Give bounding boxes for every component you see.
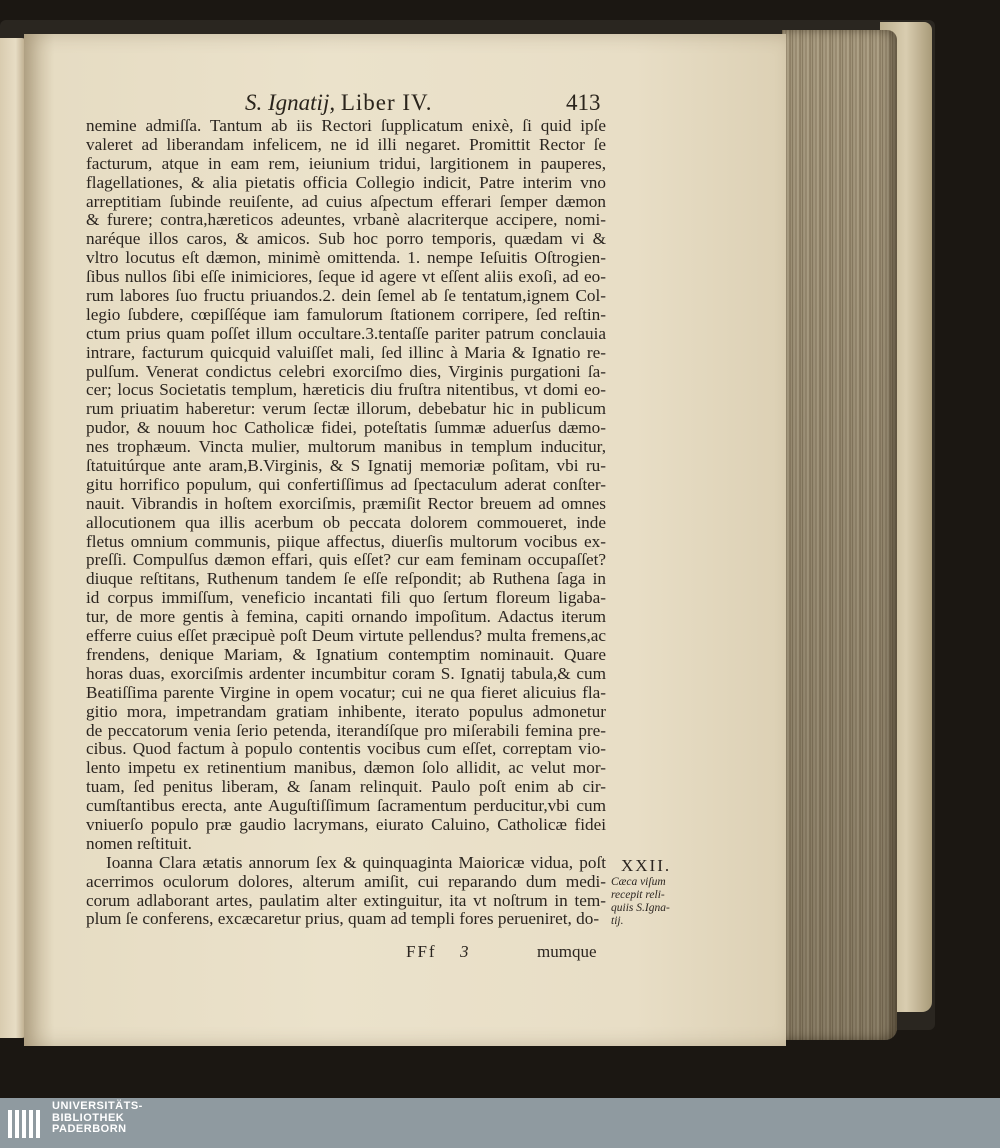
page-number: 413 — [566, 90, 601, 115]
text-line: naréque illos caros, & amicos. Sub hoc porro temporis, quædam vi & — [86, 229, 606, 249]
text-line: gitu horrifico populum, qui confertiſſimus ad ſpectaculum aderat conſter- — [86, 474, 606, 494]
margin-note-line: tij. — [611, 915, 624, 927]
text-line: pulſum. Venerat condictus celebri exorciſmo dies, Virginis purgationi ſa- — [86, 361, 606, 381]
signature-mark: FFf — [406, 942, 437, 961]
text-line: tur, de more gentis à femina, capiti ornando impoſitum. Adactus iterum — [86, 607, 606, 627]
text-line: efferre cuius eſſet præcipuè poſt Deum virtute pellendus? multa fremens,ac — [86, 626, 606, 646]
text-line: fletus omnium communis, piique affectus, diuerſis multorum vocibus ex- — [86, 531, 606, 551]
text-line: cumſtantibus erecta, ante Auguſtiſſimum ſacramentum perducitur,vbi cum — [86, 796, 606, 816]
catchword: mumque — [537, 942, 597, 961]
text-line: legio ſubdere, cœpiſſéque iam famulorum ſtationem corripere, ſed reſtin- — [86, 304, 606, 324]
text-line: ſibus nullos ſibi eſſe inimiciores, ſeque id agere vt eſſent aliis exoſi, ad eo- — [86, 267, 606, 287]
signature-number: 3 — [460, 942, 469, 961]
text-line: horas duas, exorciſmis ardenter incumbitur coram S. Ignatij tabula,& cum — [86, 663, 606, 683]
text-line: cibus. Quod factum à populo contentis vocibus cum eſſet, correptam vio- — [86, 739, 606, 759]
text-line: preſſi. Compulſus dæmon effari, quis eſſet? cur eam feminam occupaſſet? — [86, 550, 606, 570]
text-line: vltro locutus eſt dæmon, minimè omittenda. 1. nempe Ieſuitis Oſtrogien- — [86, 248, 606, 268]
margin-note-number: XXII. — [621, 856, 672, 875]
header-liber: Liber IV. — [340, 90, 433, 115]
text-line: ctum prius quam poſſet illum occultare.3.tentaſſe pariter patrum conclauia — [86, 323, 606, 343]
margin-note-line: Cæca viſum — [611, 876, 666, 888]
text-line: nauit. Vibrandis in hoſtem exorciſmis, præmiſit Rector breuem ad omnes — [86, 493, 606, 513]
page-footer — [0, 942, 785, 964]
text-line: facturum, atque in eam rem, ieiunium tridui, largitionem in pauperes, — [86, 153, 606, 173]
text-line: plum ſe conferens, excæcaretur prius, quam ad templi fores perueniret, do- — [86, 909, 600, 929]
text-line: Ioanna Clara ætatis annorum ſex & quinquaginta Maioricæ vidua, poſt — [106, 852, 606, 872]
library-line: BIBLIOTHEK — [52, 1111, 125, 1124]
library-line: PADERBORN — [52, 1123, 127, 1135]
text-line: cer; locus Societatis templum, hæreticis diu fruſtra nitentibus, vt domi eo- — [86, 380, 606, 400]
margin-note — [611, 856, 691, 928]
page-edges-shade — [782, 30, 897, 1040]
text-line: rum priuatim haberetur: verum ſectæ illorum, debebatur hic in publicum — [86, 399, 606, 419]
library-line: UNIVERSITÄTS- — [52, 1100, 143, 1112]
library-logo-icon — [6, 1104, 46, 1142]
text-line: valeret ad liberandam infelicem, ne id illi negaret. Promittit Rector ſe — [86, 134, 606, 154]
text-line: intrare, facturum quicquid valuiſſet mali, ſed illinc à Maria & Ignatio re- — [86, 342, 606, 362]
text-line: acerrimos oculorum dolores, alterum amiſit, cui reparando dum medi- — [86, 871, 606, 891]
text-line: pudor, & nouum hoc Catholicæ fidei, poteſtatis ſummæ aduerſus dæmo- — [86, 418, 606, 438]
library-name — [52, 1101, 143, 1136]
text-line: tuam, ſed penitus liberam, & ſanam relinquit. Paulo poſt enim ab cir- — [86, 777, 606, 797]
text-line: nomen reſtituit. — [86, 833, 192, 853]
text-line: de peccatorum venia ſerio petenda, iterandíſque pro miſerabili femina pre- — [86, 720, 606, 740]
text-line: allocutionem qua illis acerbum ob peccata dolorem commoueret, inde — [86, 512, 606, 532]
header-saint: S. Ignatij — [245, 90, 330, 115]
text-line: ſtatuitúrque ante aram,B.Virginis, & S Ignatij memoriæ poſitam, vbi ru- — [86, 456, 606, 476]
text-line: gitio mora, impetrandam gratiam inhibente, iterato populus admonetur — [86, 701, 606, 721]
text-line: corum adlaborant artes, paulatim alter extinguitur, ita vt noſtrum in tem- — [86, 890, 606, 910]
left-page-edge — [0, 38, 26, 1038]
text-line: flagellationes, & alia pietatis officia Collegio indicit, Patre interim vno — [86, 172, 606, 192]
text-line: lento impetu ex retinentium manibus, dæmon ſolo allidit, ac velut mor- — [86, 758, 606, 778]
text-line: arreptitiam ſubinde reuiſente, ad cuius aſpectum efferari ſemper dæmon — [86, 191, 606, 211]
margin-note-line: quiis S.Igna- — [611, 902, 670, 914]
library-footer-bar — [0, 1098, 1000, 1148]
text-line: rum labores ſuo fructu priuandos.2. dein ſemel ab ſe tentatum,ignem Col- — [86, 286, 606, 306]
margin-note-line: recepit reli- — [611, 889, 665, 901]
text-line: vniuerſo populo præ gaudio lacrymans, eiurato Caluino, Catholicæ fidei — [86, 814, 606, 834]
text-line: & furere; contra,hæreticos adeuntes, vrbanè alacriterque accipere, nomi- — [86, 210, 606, 230]
text-line: Beatiſſima parente Virgine in opem vocatur; cui ne qua fieret alicuius fla- — [86, 682, 606, 702]
header-title — [245, 90, 432, 116]
text-line: nes trophæum. Vincta mulier, multorum manibus in templum inducitur, — [86, 437, 606, 457]
text-line: diuque reſtitans, Ruthenum tandem ſe eſſe reſpondit; ab Ruthena ſaga in — [86, 569, 606, 589]
text-line: id corpus immiſſum, veneficio incantati fili quo ſertum floreum ligaba- — [86, 588, 606, 608]
header-separator: , — [329, 90, 341, 115]
text-line: frendens, denique Mariam, & Ignatium contemptim nominauit. Quare — [86, 644, 606, 664]
body-text — [86, 117, 606, 929]
text-line: nemine admiſſa. Tantum ab iis Rectori ſupplicatum enixè, ſi quid ipſe — [86, 116, 606, 135]
